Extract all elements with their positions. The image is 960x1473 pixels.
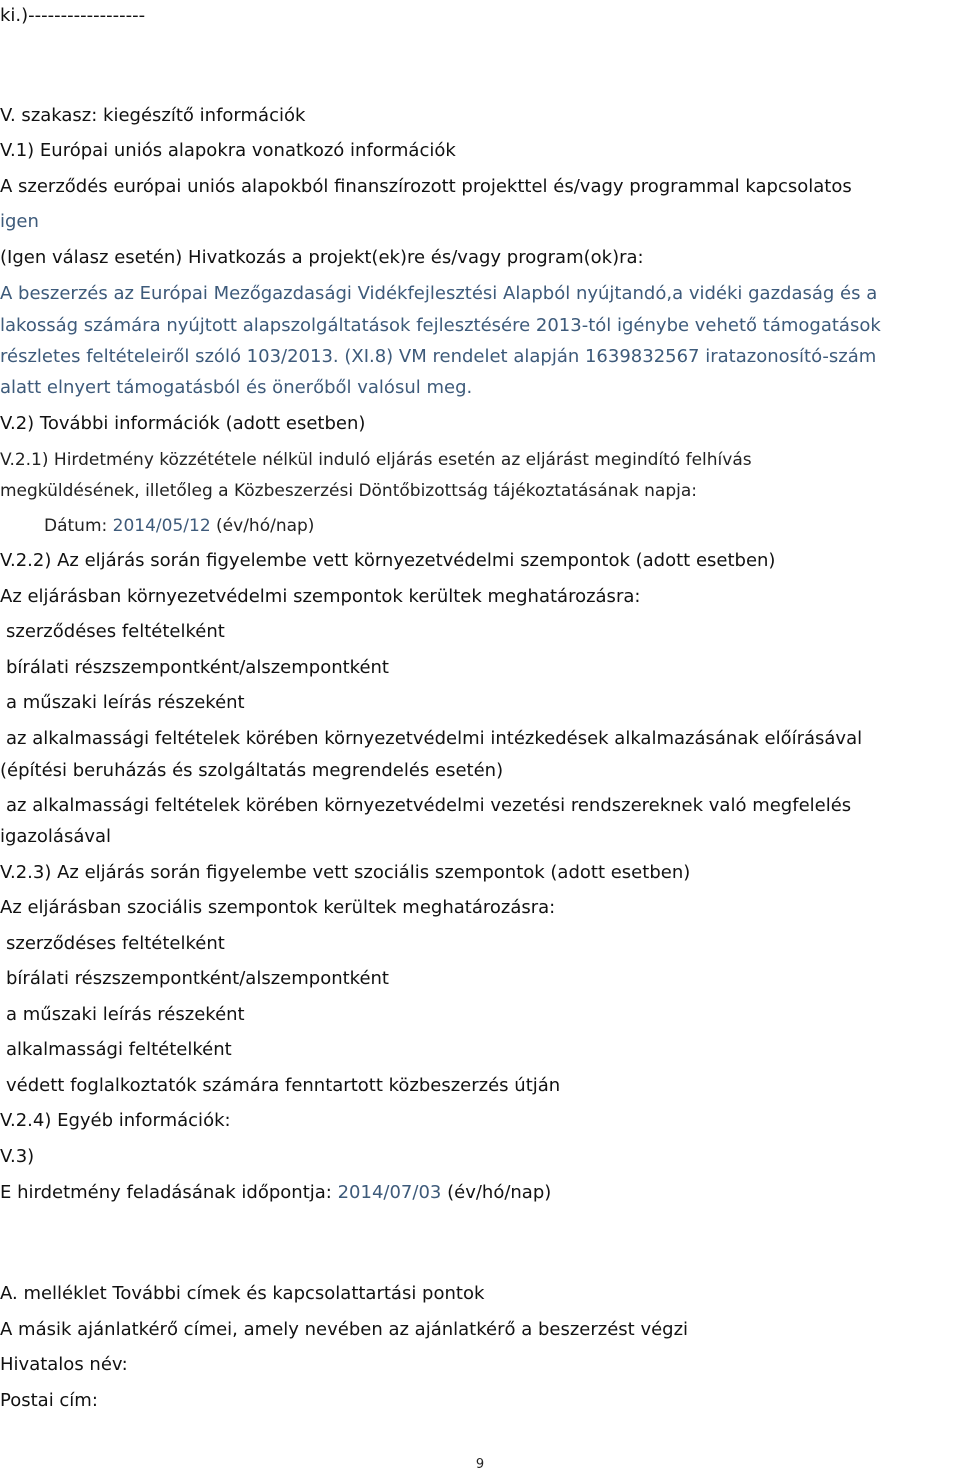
v22-title: V.2.2) Az eljárás során figyelembe vett környezetvédelmi szempontok (adott esetben) — [0, 550, 776, 571]
v22-item: a műszaki leírás részeként — [6, 692, 245, 713]
v22-item-continuation: (építési beruházás és szolgáltatás megrendelés esetén) — [0, 760, 504, 781]
postal-address-label: Postai cím: — [0, 1390, 98, 1411]
v22-item: az alkalmassági feltételek körében környezetvédelmi intézkedések alkalmazásának előírásával — [6, 728, 863, 749]
v21-date-unit: (év/hó/nap) — [216, 516, 315, 536]
v21-text-line1: V.2.1) Hirdetmény közzététele nélkül induló eljárás esetén az eljárást megindító felhívás — [0, 450, 752, 470]
v2-title: V.2) További információk (adott esetben) — [0, 413, 366, 434]
v3-title: V.3) — [0, 1146, 35, 1167]
v1-reference-label: (Igen válasz esetén) Hivatkozás a projekt(ek)re és/vagy program(ok)ra: — [0, 247, 644, 268]
v22-item: az alkalmassági feltételek körében környezetvédelmi vezetési rendszereknek való megfelelés — [6, 795, 852, 816]
v22-item: bírálati részszempontként/alszempontként — [6, 657, 389, 678]
v21-date-row — [44, 514, 314, 538]
header-text: ki.)------------------ — [0, 5, 146, 26]
v23-item: alkalmassági feltételként — [6, 1039, 232, 1060]
v23-title: V.2.3) Az eljárás során figyelembe vett szociális szempontok (adott esetben) — [0, 862, 691, 883]
annex-a-subtitle: A másik ajánlatkérő címei, amely nevében az ajánlatkérő a beszerzést végzi — [0, 1319, 689, 1340]
v23-item: szerződéses feltételként — [6, 933, 225, 954]
v1-answer: igen — [0, 211, 39, 232]
v23-intro: Az eljárásban szociális szempontok kerültek meghatározásra: — [0, 897, 556, 918]
page-number: 9 — [475, 1457, 485, 1472]
v1-reference-line: A beszerzés az Európai Mezőgazdasági Vidékfejlesztési Alapból nyújtandó,a vidéki gazdaság és a — [0, 283, 878, 304]
v1-question: A szerződés európai uniós alapokból finanszírozott projekttel és/vagy programmal kapcsolatos — [0, 176, 852, 197]
annex-a-title: A. melléklet További címek és kapcsolattartási pontok — [0, 1283, 485, 1304]
v22-item: szerződéses feltételként — [6, 621, 225, 642]
v1-reference-line: alatt elnyert támogatásból és önerőből valósul meg. — [0, 377, 473, 398]
v23-item: a műszaki leírás részeként — [6, 1004, 245, 1025]
v22-intro: Az eljárásban környezetvédelmi szempontok kerültek meghatározásra: — [0, 586, 641, 607]
v21-date-value: 2014/05/12 — [112, 516, 211, 536]
v21-date-label: Dátum: — [44, 516, 108, 536]
v1-reference-line: lakosság számára nyújtott alapszolgáltatások fejlesztésére 2013-tól igénybe vehető támogatások — [0, 315, 881, 336]
v3-dispatch-row — [0, 1181, 551, 1205]
v24-title: V.2.4) Egyéb információk: — [0, 1110, 231, 1131]
v3-dispatch-unit: (év/hó/nap) — [447, 1182, 552, 1203]
v1-title: V.1) Európai uniós alapokra vonatkozó információk — [0, 140, 456, 161]
v22-item-continuation: igazolásával — [0, 826, 112, 847]
v1-reference-line: részletes feltételeiről szóló 103/2013. (XI.8) VM rendelet alapján 1639832567 iratazonosító-szám — [0, 346, 877, 367]
v23-item: bírálati részszempontként/alszempontként — [6, 968, 389, 989]
v21-text-line2: megküldésének, illetőleg a Közbeszerzési Döntőbizottság tájékoztatásának napja: — [0, 481, 697, 501]
v3-dispatch-date: 2014/07/03 — [337, 1182, 442, 1203]
v23-item: védett foglalkoztatók számára fenntartott közbeszerzés útján — [6, 1075, 561, 1096]
v3-dispatch-label: E hirdetmény feladásának időpontja: — [0, 1182, 332, 1203]
official-name-label: Hivatalos név: — [0, 1354, 128, 1375]
section-title: V. szakasz: kiegészítő információk — [0, 105, 306, 126]
